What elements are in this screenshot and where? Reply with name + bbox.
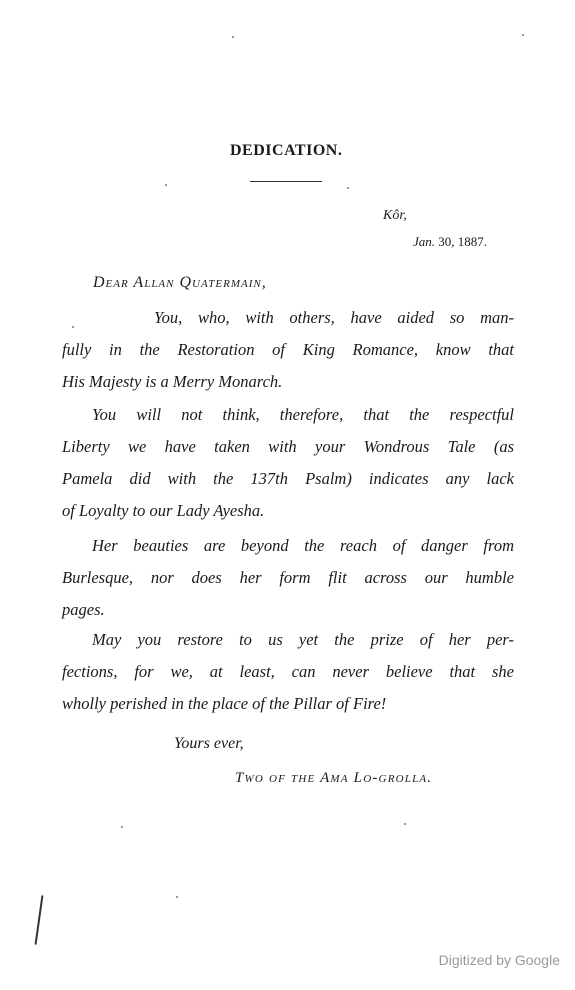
dateline-place: Kôr, — [383, 208, 407, 223]
scan-speck — [522, 34, 524, 36]
scan-speck — [347, 187, 349, 189]
paragraph-line: wholly perished in the place of the Pillar of Fire! — [62, 694, 387, 713]
paragraph-line: of Loyalty to our Lady Ayesha. — [62, 501, 265, 520]
scan-speck — [72, 326, 74, 328]
paragraph-line: May you restore to us yet the prize of her per- — [92, 630, 514, 649]
date-month: Jan. — [413, 234, 436, 249]
paragraph-1 — [62, 302, 514, 398]
signature: Two of the Ama Lo-grolla. — [235, 770, 433, 786]
scan-speck — [176, 896, 178, 898]
title-divider — [250, 181, 322, 182]
page-title: DEDICATION. — [230, 142, 343, 159]
paragraph-line: Pamela did with the 137th Psalm) indicates any lack — [62, 469, 514, 488]
paragraph-line: fully in the Restoration of King Romance, know that — [62, 340, 514, 359]
paragraph-line: Burlesque, nor does her form flit across our humble — [62, 568, 514, 587]
paragraph-line: fections, for we, at least, can never believe that she — [62, 662, 514, 681]
date-day-year: 30, 1887. — [438, 234, 488, 249]
paragraph-line: Her beauties are beyond the reach of danger from — [92, 536, 514, 555]
paragraph-line: His Majesty is a Merry Monarch. — [62, 372, 283, 391]
scan-speck — [121, 826, 123, 828]
scan-speck — [404, 823, 406, 825]
paragraph-3 — [62, 530, 514, 626]
paragraph-line: Liberty we have taken with your Wondrous Tale (as — [62, 437, 514, 456]
closing-line: Yours ever, — [174, 735, 244, 752]
margin-pencil-mark — [35, 895, 44, 945]
scan-speck — [165, 184, 167, 186]
scan-speck — [232, 36, 234, 38]
digitized-watermark: Digitized by Google — [438, 952, 560, 968]
paragraph-4 — [62, 624, 514, 720]
paragraph-2 — [62, 399, 514, 527]
dateline-date — [413, 234, 487, 250]
paragraph-line: You will not think, therefore, that the respectful — [92, 405, 514, 424]
paragraph-line: You, who, with others, have aided so man- — [154, 308, 514, 327]
salutation: Dear Allan Quatermain, — [93, 274, 267, 291]
paragraph-line: pages. — [62, 600, 105, 619]
